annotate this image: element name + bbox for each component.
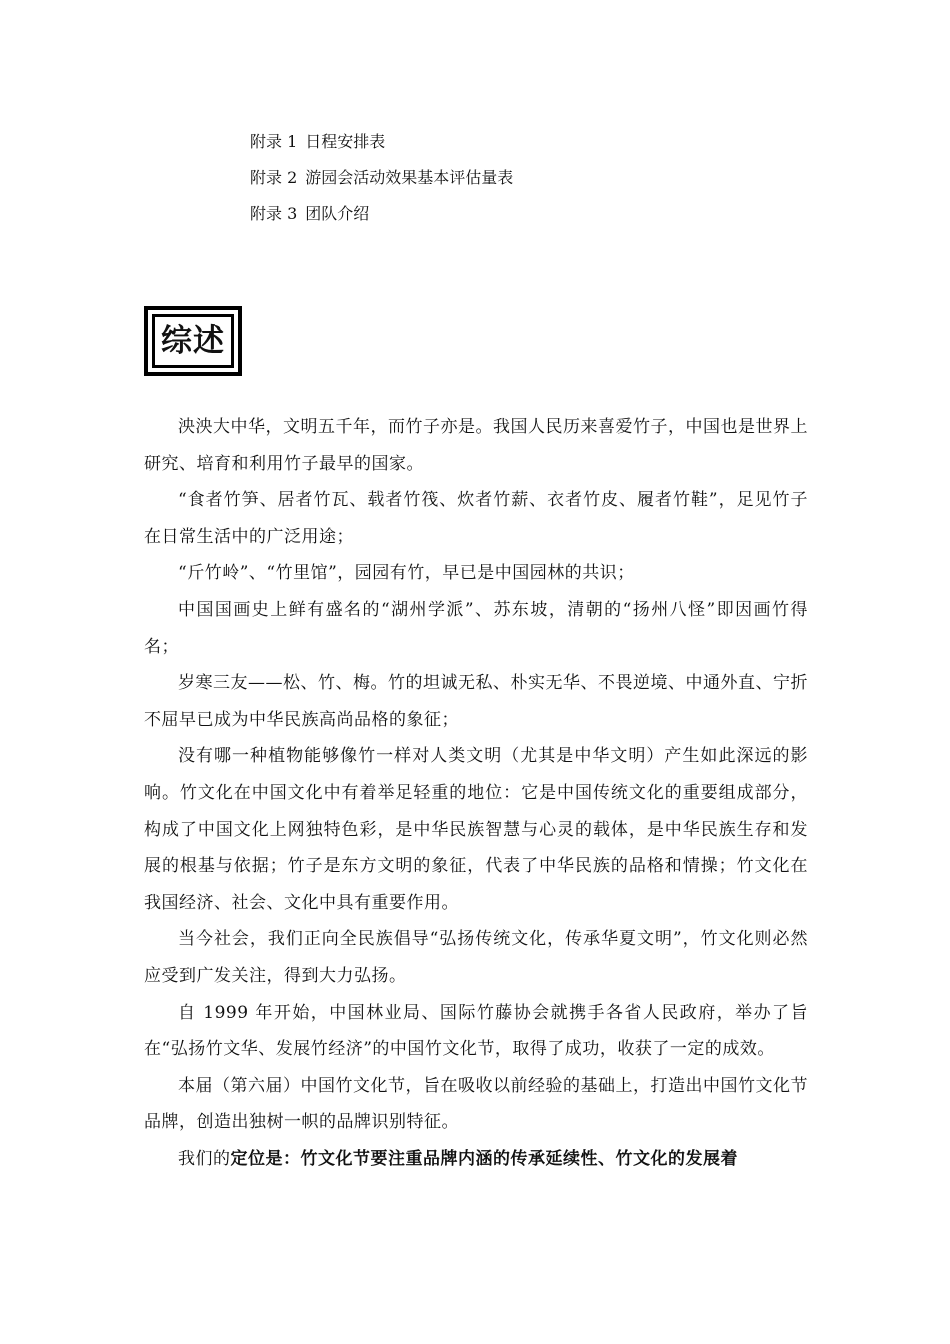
appendix-item-3 <box>250 196 513 232</box>
section-title-frame <box>144 306 242 376</box>
positioning-statement: 竹文化节要注重品牌内涵的传承延续性、竹文化的发展着 <box>300 1148 738 1169</box>
appendix-item-2 <box>250 160 513 196</box>
paragraph: 自 1999 年开始，中国林业局、国际竹藤协会就携手各省人民政府，举办了旨在“弘扬竹文华、发展竹经济”的中国竹文化节，取得了成功，收获了一定的成效。 <box>144 1002 808 1060</box>
paragraph: 没有哪一种植物能够像竹一样对人类文明（尤其是中华文明）产生如此深远的影响。竹文化在中国文化中有着举足轻重的地位：它是中国传统文化的重要组成部分，构成了中国文化上网独特色彩，是中华民族智慧与心灵的载体，是中华民族生存和发展的根基与依据；竹子是东方文明的象征，代表了中华民族的品格和情操；竹文化在我国经济、社会、文化中具有重要作用。 <box>144 746 808 913</box>
section-title-inner-frame <box>152 314 234 368</box>
positioning-label: 定位是： <box>230 1148 301 1169</box>
appendix-title: 日程安排表 <box>305 132 386 151</box>
appendix-item-1 <box>250 124 513 160</box>
appendix-list <box>250 124 513 232</box>
paragraph: “食者竹笋、居者竹瓦、载者竹筏、炊者竹薪、衣者竹皮、履者竹鞋”，足见竹子在日常生活中的广泛用途； <box>144 490 808 547</box>
body-text <box>144 409 808 1177</box>
paragraph: 中国国画史上鲜有盛名的“湖州学派”、苏东坡，清朝的“扬州八怪”即因画竹得名； <box>144 599 808 657</box>
appendix-number: 附录 1 <box>250 132 298 151</box>
appendix-title: 团队介绍 <box>305 204 370 223</box>
appendix-title: 游园会活动效果基本评估量表 <box>305 168 514 187</box>
paragraph: 当今社会，我们正向全民族倡导“弘扬传统文化，传承华夏文明”，竹文化则必然应受到广发关注，得到大力弘扬。 <box>144 929 808 986</box>
positioning-prefix: 我们的 <box>178 1148 231 1169</box>
paragraph: 泱泱大中华，文明五千年，而竹子亦是。我国人民历来喜爱竹子，中国也是世界上研究、培育和利用竹子最早的国家。 <box>144 417 808 474</box>
appendix-number: 附录 2 <box>250 168 298 187</box>
section-title: 综述 <box>161 322 225 359</box>
positioning-paragraph <box>144 1141 808 1178</box>
appendix-number: 附录 3 <box>250 204 298 223</box>
paragraph: “斤竹岭”、“竹里馆”，园园有竹，早已是中国园林的共识； <box>178 563 635 584</box>
paragraph: 岁寒三友——松、竹、梅。竹的坦诚无私、朴实无华、不畏逆境、中通外直、宁折不屈早已成为中华民族高尚品格的象征； <box>144 673 808 730</box>
paragraph: 本届（第六届）中国竹文化节，旨在吸收以前经验的基础上，打造出中国竹文化节品牌，创造出独树一帜的品牌识别特征。 <box>144 1075 808 1133</box>
